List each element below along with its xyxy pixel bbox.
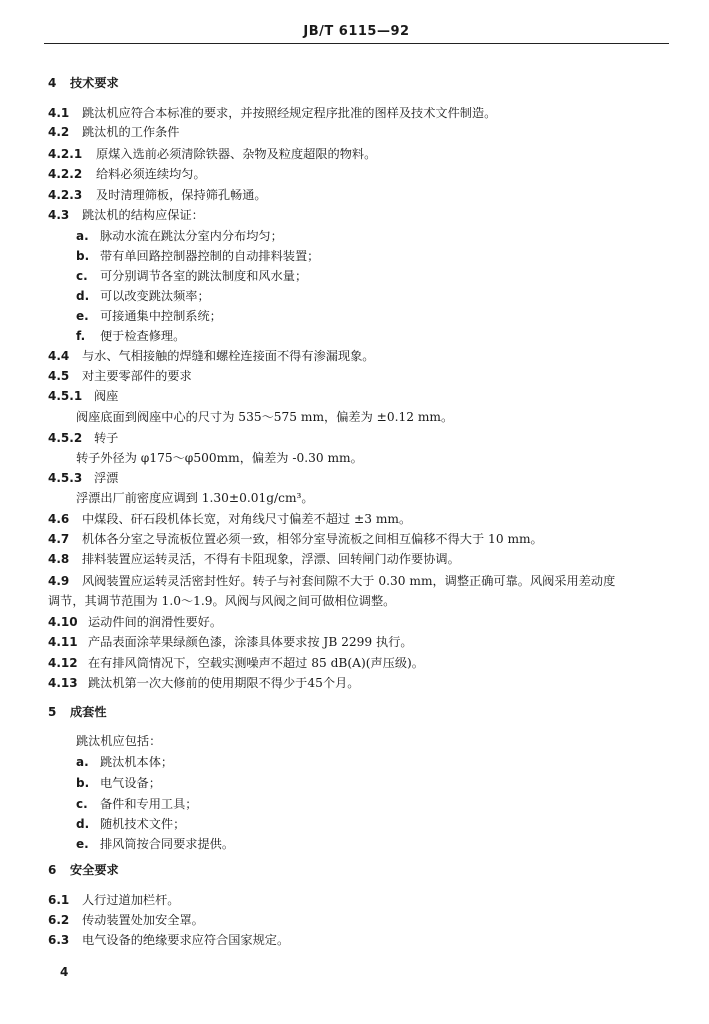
- clause-number: f.: [76, 329, 86, 343]
- section-heading: 安全要求: [70, 863, 119, 877]
- clause-text: 机体各分室之导流板位置必须一致，相邻分室导流板之间相互偏移不得大于 10 mm。: [82, 532, 543, 546]
- clause-number: e.: [76, 837, 89, 851]
- clause-number: 6.1: [48, 893, 70, 907]
- clause-number: 4.2.3: [48, 188, 83, 202]
- clause-text: 排料装置应运转灵活，不得有卡阻现象，浮漂、回转闸门动作要协调。: [82, 552, 460, 566]
- clause-text: 随机技术文件；: [100, 817, 186, 831]
- clause-text: 便于检查修理。: [100, 329, 186, 343]
- clause-number: 4.2.1: [48, 147, 83, 161]
- clause-text: 电气设备；: [100, 776, 161, 790]
- clause-text: 跳汰机第一次大修前的使用期限不得少于45个月。: [88, 676, 360, 690]
- clause-text: 跳汰机的工作条件: [82, 125, 180, 139]
- clause-text: 跳汰机的结构应保证：: [82, 208, 204, 222]
- clause-text: 跳汰机应符合本标准的要求，并按照经规定程序批准的图样及技术文件制造。: [82, 106, 497, 120]
- clause-text: 中煤段、矸石段机体长宽，对角线尺寸偏差不超过 ±3 mm。: [82, 512, 412, 526]
- clause-text: 浮漂出厂前密度应调到 1.30±0.01g/cm³。: [76, 491, 314, 505]
- clause-text: 可以改变跳汰频率；: [100, 289, 210, 303]
- clause-number: c.: [76, 797, 88, 811]
- clause-text: 脉动水流在跳汰分室内分布均匀；: [100, 229, 283, 243]
- clause-number: 4.5: [48, 369, 70, 383]
- clause-text: 人行过道加栏杆。: [82, 893, 180, 907]
- clause-text: 跳汰机本体；: [100, 755, 174, 769]
- clause-text: 风阀装置应运转灵活密封性好。转子与衬套间隙不大于 0.30 mm，调整正确可靠。风阀采用差动度: [82, 574, 616, 588]
- clause-number: c.: [76, 269, 88, 283]
- clause-number: 4.11: [48, 635, 78, 649]
- clause-text: 在有排风筒情况下，空载实测噪声不超过 85 dB(A)(声压级)。: [88, 656, 424, 670]
- clause-number: 4.12: [48, 656, 78, 670]
- section-heading: 技术要求: [70, 76, 119, 90]
- standard-code: JB/T 6115—92: [303, 24, 410, 39]
- clause-number: 4.9: [48, 574, 70, 588]
- clause-text: 对主要零部件的要求: [82, 369, 192, 383]
- clause-text: 转子: [94, 431, 119, 445]
- clause-number: b.: [76, 776, 90, 790]
- clause-number: 4.6: [48, 512, 70, 526]
- clause-text: 电气设备的绝缘要求应符合国家规定。: [82, 933, 290, 947]
- clause-number: 6.3: [48, 933, 70, 947]
- clause-text: 备件和专用工具；: [100, 797, 198, 811]
- clause-number: 5: [48, 705, 57, 719]
- clause-number: 4.4: [48, 349, 70, 363]
- clause-number: 4.5.2: [48, 431, 83, 445]
- clause-number: 4.1: [48, 106, 70, 120]
- clause-number: 4.5.1: [48, 389, 83, 403]
- clause-number: 4.2.2: [48, 167, 83, 181]
- clause-number: d.: [76, 817, 90, 831]
- clause-number: 4.5.3: [48, 471, 83, 485]
- clause-number: 4.2: [48, 125, 70, 139]
- clause-number: 4.10: [48, 615, 78, 629]
- clause-number: 4.7: [48, 532, 70, 546]
- clause-text: 及时清理筛板，保持筛孔畅通。: [96, 188, 267, 202]
- clause-text: 带有单回路控制器控制的自动排料装置；: [100, 249, 320, 263]
- clause-text: 原煤入选前必须清除铁器、杂物及粒度超限的物料。: [96, 147, 377, 161]
- clause-text: 调节，其调节范围为 1.0～1.9。风阀与风阀之间可做相位调整。: [48, 594, 396, 608]
- clause-number: 6: [48, 863, 57, 877]
- clause-number: 6.2: [48, 913, 70, 927]
- clause-number: a.: [76, 229, 89, 243]
- clause-text: 跳汰机应包括：: [76, 734, 162, 748]
- clause-text: 转子外径为 φ175～φ500mm，偏差为 -0.30 mm。: [76, 451, 363, 465]
- clause-number: 4: [48, 76, 57, 90]
- clause-number: 4.3: [48, 208, 70, 222]
- clause-number: a.: [76, 755, 89, 769]
- clause-text: 产品表面涂苹果绿颜色漆，涂漆具体要求按 JB 2299 执行。: [88, 635, 413, 649]
- clause-text: 阀座: [94, 389, 119, 403]
- clause-text: 可接通集中控制系统；: [100, 309, 222, 323]
- section-heading: 成套性: [70, 705, 107, 719]
- clause-text: 与水、气相接触的焊缝和螺栓连接面不得有渗漏现象。: [82, 349, 375, 363]
- clause-number: b.: [76, 249, 90, 263]
- clause-number: d.: [76, 289, 90, 303]
- clause-number: 4.13: [48, 676, 78, 690]
- page-header: [44, 18, 669, 44]
- clause-number: e.: [76, 309, 89, 323]
- clause-text: 阀座底面到阀座中心的尺寸为 535～575 mm，偏差为 ±0.12 mm。: [76, 410, 454, 424]
- clause-text: 运动件间的润滑性要好。: [88, 615, 223, 629]
- clause-text: 浮漂: [94, 471, 119, 485]
- clause-text: 可分别调节各室的跳汰制度和风水量；: [100, 269, 308, 283]
- clause-number: 4.8: [48, 552, 70, 566]
- clause-text: 排风筒按合同要求提供。: [100, 837, 235, 851]
- clause-text: 给料必须连续均匀。: [96, 167, 206, 181]
- clause-text: 传动装置处加安全罩。: [82, 913, 204, 927]
- page-number: 4: [60, 965, 69, 979]
